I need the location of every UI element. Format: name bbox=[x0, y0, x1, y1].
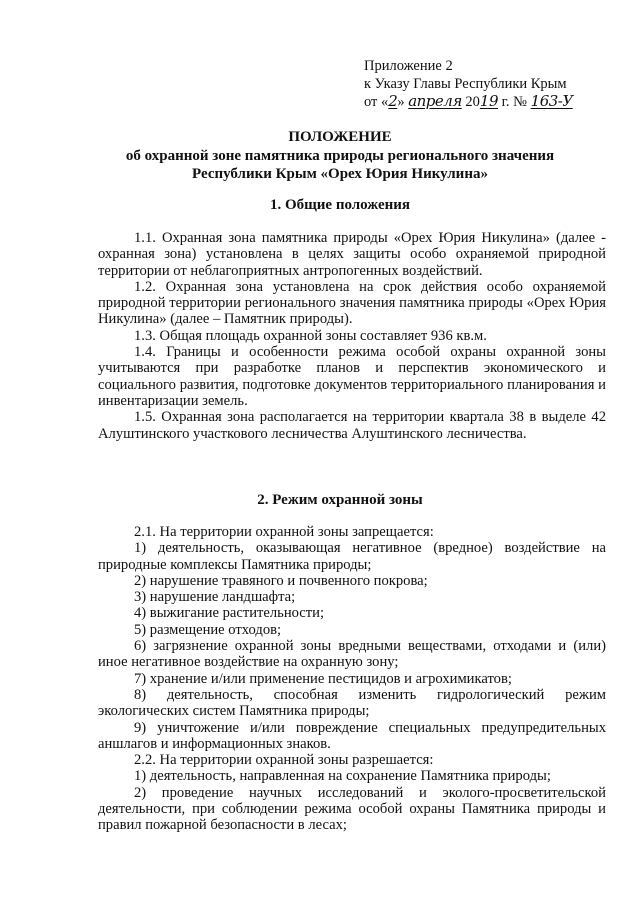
list-item: 1) деятельность, направленная на сохранение Памятника природы; bbox=[134, 768, 551, 785]
title-line1: ПОЛОЖЕНИЕ bbox=[288, 129, 392, 145]
paragraph: 2.2. На территории охранной зоны разрешается: bbox=[134, 752, 434, 769]
list-item: 1) деятельность, оказывающая негативное (вредное) воздействие на природные комплексы Памятника природы; bbox=[98, 540, 606, 573]
list-item: 6) загрязнение охранной зоны вредными веществами, отходами и (или) иное негативное воздействие на охранную зону; bbox=[98, 638, 606, 671]
paragraph: 1.4. Границы и особенности режима особой охраны охранной зоны учитываются при разработке планов и перспектив экономического и социального развития, подготовке документов территориального планирования и инвентаризации земель. bbox=[98, 344, 606, 409]
handwritten-year: 19 bbox=[479, 92, 498, 110]
list-item: 4) выжигание растительности; bbox=[134, 605, 325, 622]
title-line3: Республики Крым «Орех Юрия Никулина» bbox=[192, 166, 488, 182]
paragraph: 2.1. На территории охранной зоны запрещается: bbox=[134, 524, 434, 540]
section2-heading: 2. Режим охранной зоны bbox=[257, 492, 423, 508]
document-title bbox=[60, 128, 620, 184]
list-item: 7) хранение и/или применение пестицидов и агрохимикатов; bbox=[134, 670, 512, 687]
paragraph: 1.3. Общая площадь охранной зоны составляет 936 кв.м. bbox=[134, 327, 487, 344]
list-item: 2) нарушение травяного и почвенного покрова; bbox=[134, 572, 428, 589]
list-item: 9) уничтожение и/или повреждение специальных предупредительных аншлагов и информационных знаков. bbox=[98, 719, 606, 752]
list-item: 3) нарушение ландшафта; bbox=[134, 589, 296, 606]
paragraph: 1.5. Охранная зона располагается на территории квартала 38 в выделе 42 Алуштинского участкового лесничества Алуштинского лесничества. bbox=[98, 409, 606, 442]
title-line2: об охранной зоне памятника природы регионального значения bbox=[125, 147, 555, 164]
handwritten-day: 2 bbox=[388, 92, 398, 110]
handwritten-month: апреля bbox=[408, 92, 462, 110]
paragraph: 1.1. Охранная зона памятника природы «Орех Юрия Никулина» (далее - охранная зона) установлена в целях защиты особо охраняемой природной территории от неблагоприятных антропогенных воздействий. bbox=[98, 230, 606, 279]
list-item: 5) размещение отходов; bbox=[134, 621, 282, 638]
list-item: 8) деятельность, способная изменить гидрологический режим экологических систем Памятника природы; bbox=[98, 686, 606, 720]
paragraph: 1.2. Охранная зона установлена на срок действия особо охраняемой природной территории регионального значения памятника природы «Орех Юрия Никулина» (далее – Памятник природы). bbox=[98, 278, 606, 328]
section1-body bbox=[98, 230, 606, 442]
appendix-line1: Приложение 2 bbox=[364, 58, 453, 74]
appendix-block bbox=[364, 58, 573, 112]
section1-heading: 1. Общие положения bbox=[269, 197, 411, 213]
handwritten-number: 163-У bbox=[530, 92, 573, 110]
section2-body bbox=[98, 524, 606, 834]
appendix-date-line: от «2» апреля 2019 г. № 163-У bbox=[364, 92, 573, 110]
list-item: 2) проведение научных исследований и эколого-просветительской деятельности, при соблюдении режима особой охраны Памятника природы и правил пожарной безопасности в лесах; bbox=[98, 784, 606, 834]
appendix-line2: к Указу Главы Республики Крым bbox=[364, 75, 567, 92]
